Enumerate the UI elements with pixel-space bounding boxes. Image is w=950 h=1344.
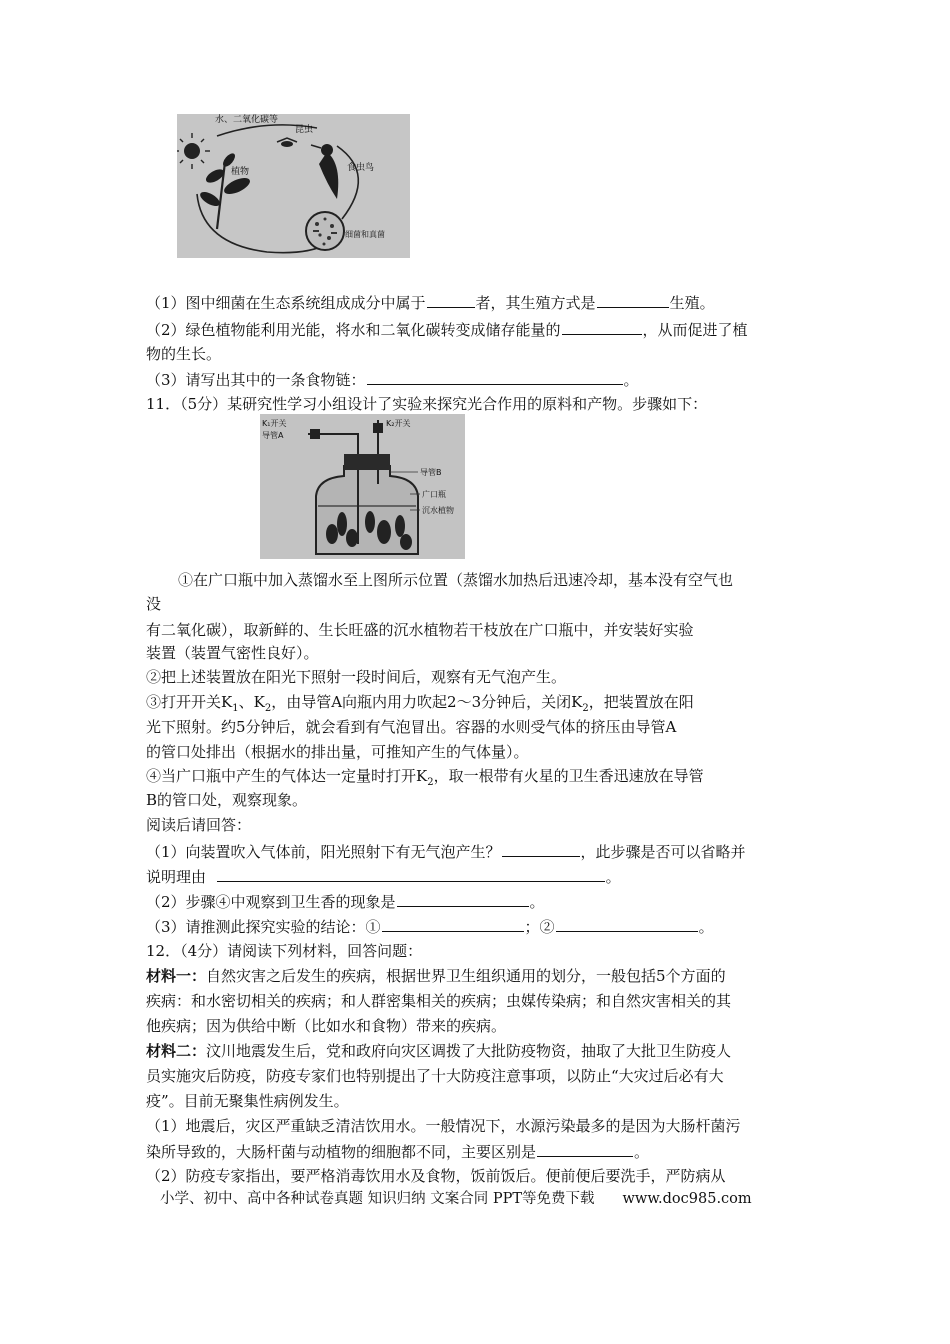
fig2-label-bottle: 广口瓶 [422, 490, 446, 499]
q10-part1: （1）图中细菌在生态系统组成成分中属于 者，其生殖方式是 生殖。 [146, 294, 715, 312]
q12-material2-b: 员实施灾后防疫，防疫专家们也特别提出了十大防疫注意事项，以防止“大灾过后必有大 [146, 1067, 724, 1085]
ecosystem-diagram [177, 114, 410, 258]
answer-blank [556, 916, 698, 932]
q10-part2-cont: 物的生长。 [146, 345, 222, 363]
q12-material1-c: 他疾病；因为供给中断（比如水和食物）带来的疾病。 [146, 1017, 507, 1035]
page-footer [160, 1189, 752, 1209]
q11-step1-b: 没 [146, 595, 162, 613]
fig2-label-k2: K₂开关 [386, 419, 411, 428]
q11-step3-b: 光下照射。约5分钟后，就会看到有气泡冒出。容器的水则受气体的挤压由导管A [146, 718, 677, 736]
footer-url[interactable]: www.doc985.com [622, 1191, 752, 1207]
q11-step1-d: 装置（装置气密性良好）。 [146, 644, 319, 662]
q11-answer1-b: 说明理由 。 [146, 868, 621, 886]
q11-step3-c: 的管口处排出（根据水的排出量，可推知产生的气体量）。 [146, 743, 529, 761]
fig2-label-tube-b: 导管B [420, 468, 442, 477]
q12-title: 12．（4分）请阅读下列材料，回答问题： [146, 942, 423, 960]
q11-title: 11．（5分）某研究性学习小组设计了实验来探究光合作用的原料和产物。步骤如下： [146, 395, 708, 413]
answer-blank [427, 292, 475, 308]
q11-answer2: （2）步骤④中观察到卫生香的现象是 。 [146, 893, 545, 911]
fig1-label-water: 水、二氧化碳等 [215, 115, 279, 125]
q12-material1: 材料一：自然灾害之后发生的疾病，根据世界卫生组织通用的划分，一般包括5个方面的 [146, 967, 726, 985]
answer-blank [397, 891, 529, 907]
q11-step4-b: B的管口处，观察现象。 [146, 791, 308, 809]
footer-text: 小学、初中、高中各种试卷真题 知识归纳 文案合同 PPT等免费下载 [160, 1191, 595, 1207]
fig2-label-tube-a: 导管A [262, 431, 284, 440]
q12-question1-b: 染所导致的，大肠杆菌与动植物的细胞都不同，主要区别是 。 [146, 1143, 650, 1161]
fig1-label-plant: 植物 [231, 167, 250, 177]
apparatus-diagram [260, 414, 465, 559]
q12-question1: （1）地震后，灾区严重缺乏清洁饮用水。一般情况下，水源污染最多的是因为大肠杆菌污 [146, 1117, 741, 1135]
q11-answer3: （3）请推测此探究实验的结论：① ；② 。 [146, 918, 714, 936]
apparatus-figure [260, 414, 465, 559]
q12-material2: 材料二：汶川地震发生后，党和政府向灾区调拨了大批防疫物资，抽取了大批卫生防疫人 [146, 1042, 732, 1060]
q12-material1-b: 疾病：和水密切相关的疾病；和人群密集相关的疾病；虫媒传染病；和自然灾害相关的其 [146, 992, 732, 1010]
answer-blank [502, 841, 580, 857]
q10-part3: （3）请写出其中的一条食物链： 。 [146, 371, 639, 389]
fig1-label-insect: 昆虫 [295, 125, 314, 135]
answer-blank [382, 916, 524, 932]
q10-part2: （2）绿色植物能利用光能，将水和二氧化碳转变成储存能量的 ，从而促进了植 [146, 321, 748, 339]
answer-blank [562, 319, 642, 335]
fig2-label-plant: 沉水植物 [422, 506, 454, 515]
q11-step2: ②把上述装置放在阳光下照射一段时间后，观察有无气泡产生。 [146, 668, 567, 686]
answer-blank [367, 369, 623, 385]
q12-question2: （2）防疫专家指出，要严格消毒饮用水及食物，饭前饭后。便前便后要洗手，严防病从 [146, 1167, 726, 1185]
q11-read: 阅读后请回答： [146, 816, 252, 834]
ecosystem-figure [177, 114, 410, 258]
q11-step4: ④当广口瓶中产生的气体达一定量时打开$K_2$，取一根带有火星的卫生香迅速放在导管 [146, 767, 704, 788]
q11-step1: ①在广口瓶中加入蒸馏水至上图所示位置（蒸馏水加热后迅速冷却，基本没有空气也 [178, 571, 734, 589]
answer-blank [217, 866, 605, 882]
fig1-label-decomposers: 细菌和真菌 [345, 230, 385, 239]
fig2-label-k1: K₁开关 [262, 419, 287, 428]
fig1-label-bird: 食虫鸟 [347, 163, 375, 173]
answer-blank [597, 292, 669, 308]
q11-step3: ③打开开关$K_1$、$K_2$，由导管A向瓶内用力吹起2～3分钟后，关闭$K_2$，把装置放在阳 [146, 693, 694, 714]
sun-icon [184, 143, 200, 159]
q11-step1-c: 有二氧化碳），取新鲜的、生长旺盛的沉水植物若干枝放在广口瓶中，并安装好实验 [146, 621, 694, 639]
answer-blank [537, 1141, 633, 1157]
q11-answer1: （1）向装置吹入气体前，阳光照射下有无气泡产生？ ，此步骤是否可以省略并 [146, 843, 746, 861]
q12-material2-c: 疫”。目前无聚集性病例发生。 [146, 1092, 349, 1110]
